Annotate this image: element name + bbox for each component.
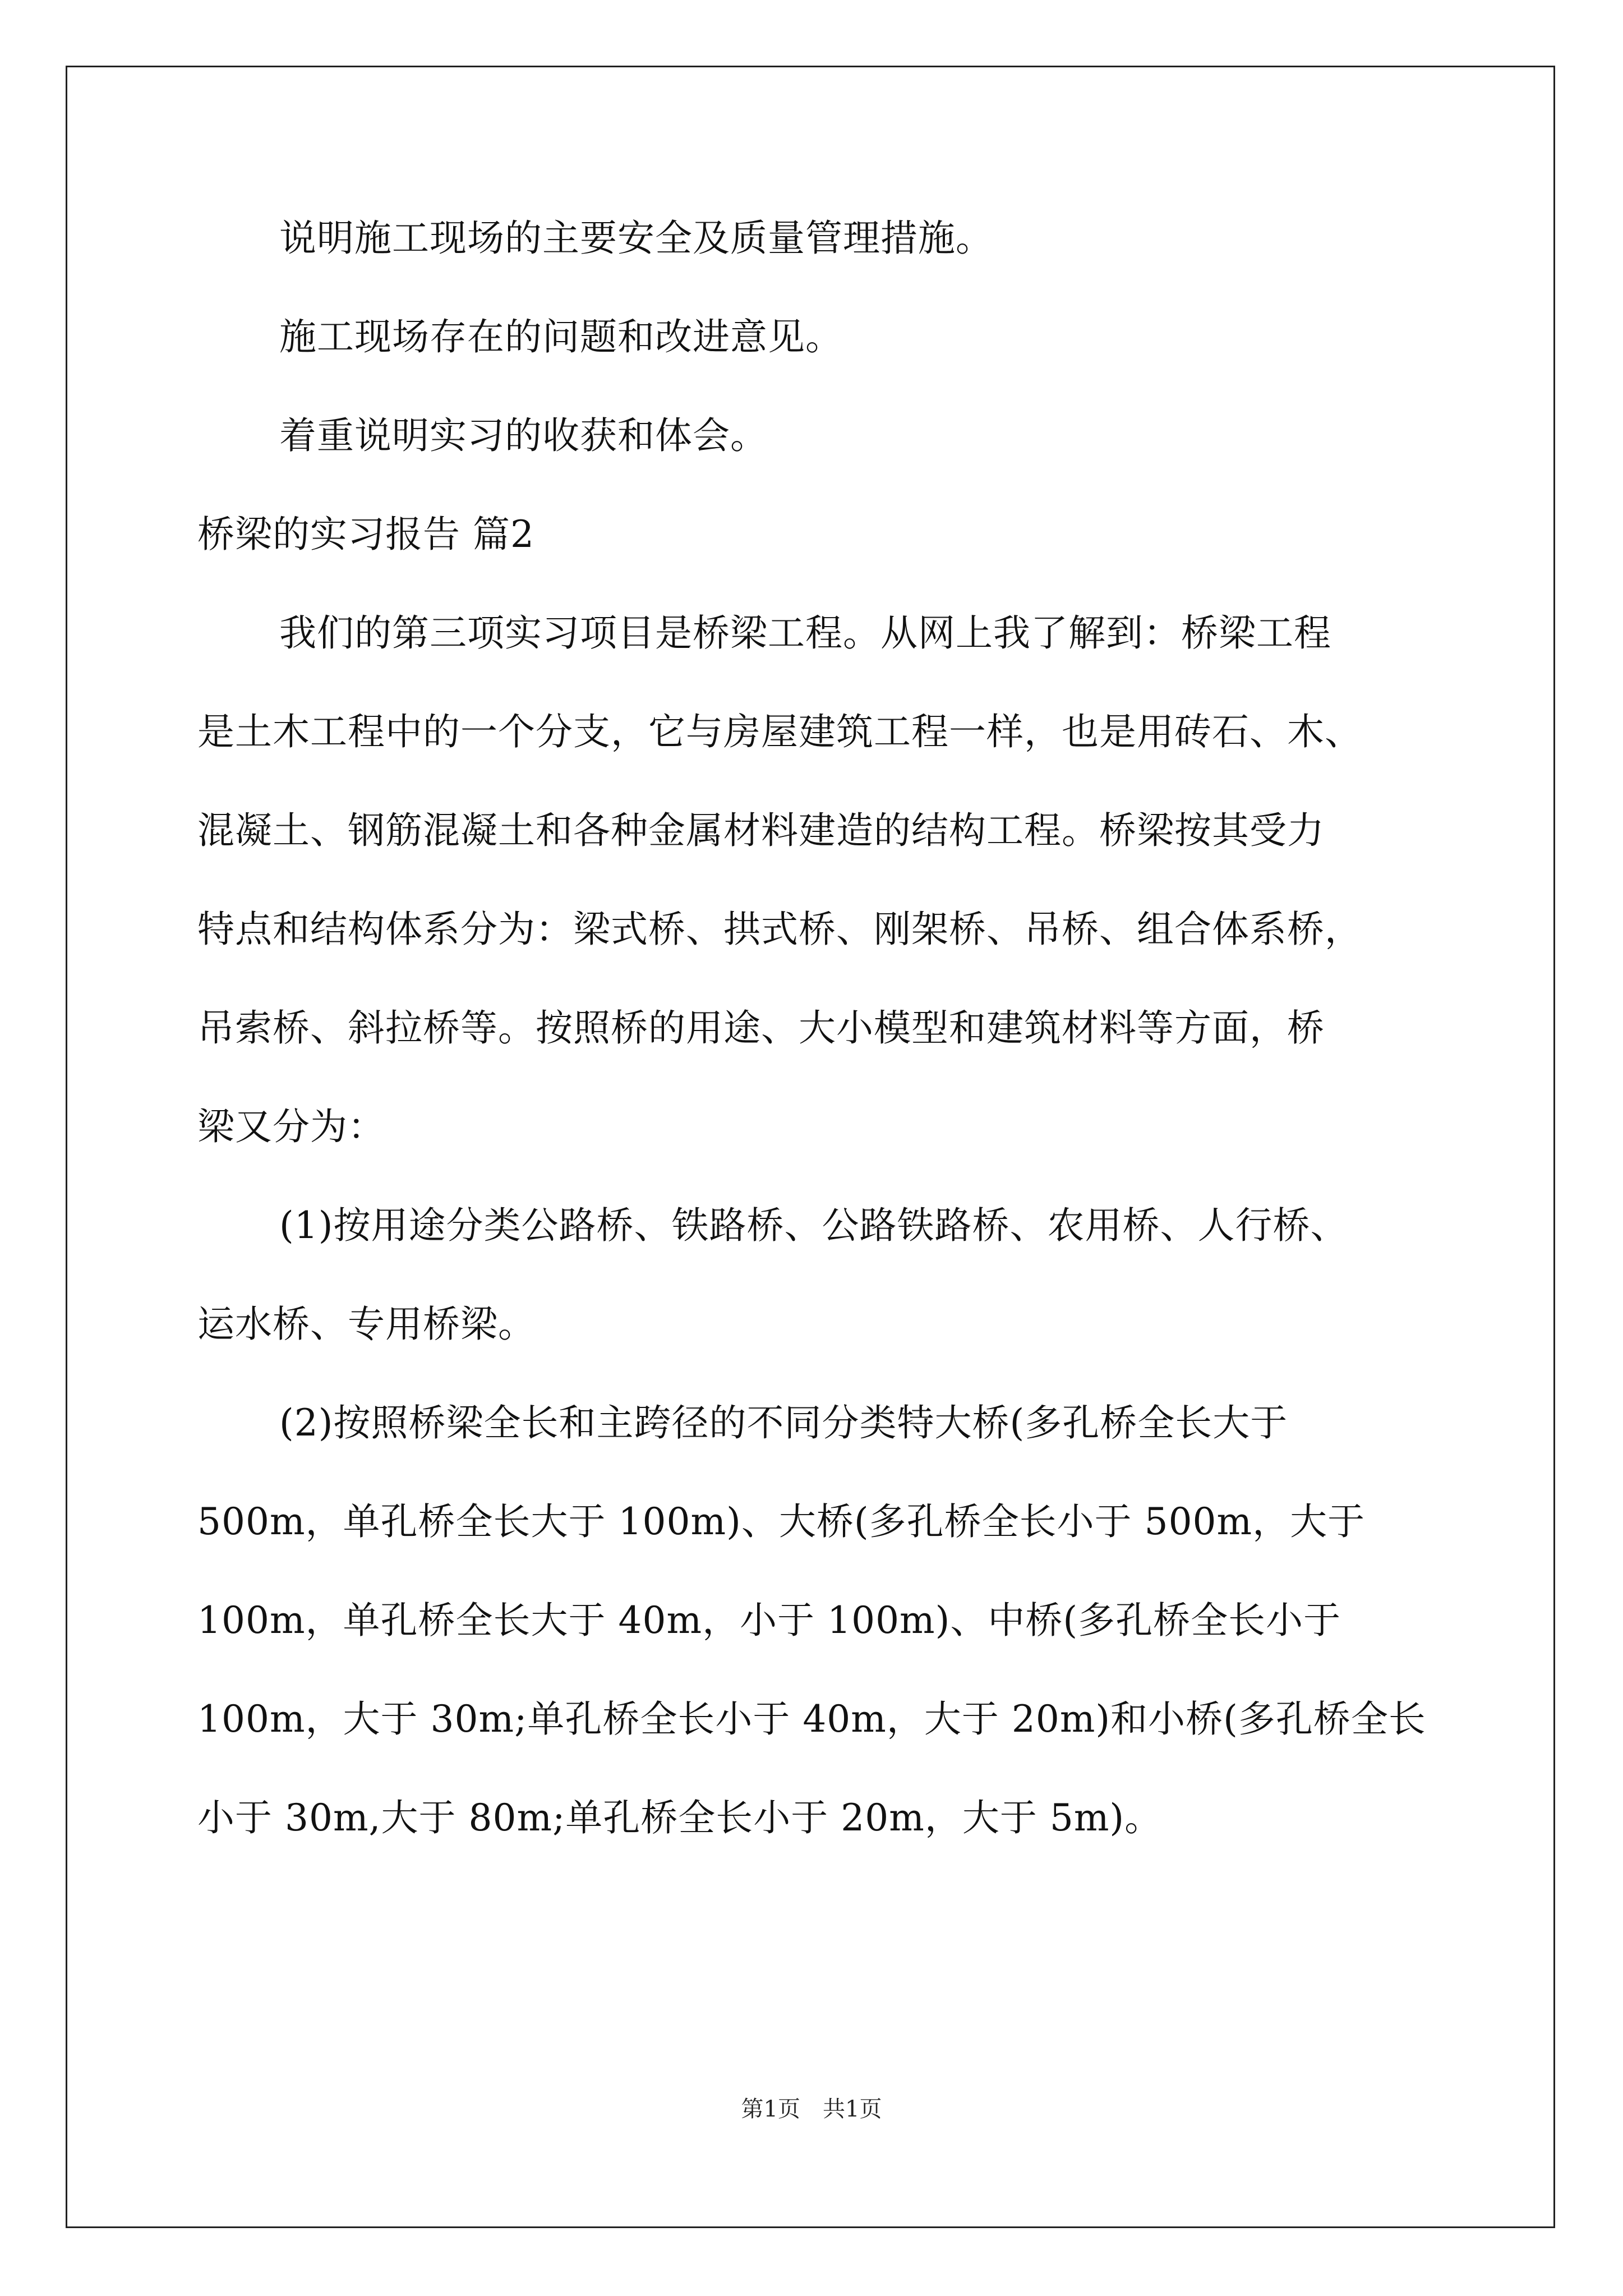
paragraph-line: 运水桥、专用桥梁。	[197, 1303, 536, 1346]
paragraph-line: 100m，单孔桥全长大于 40m，小于 100m)、中桥(多孔桥全长小于	[197, 1599, 1341, 1642]
paragraph-line: 吊索桥、斜拉桥等。按照桥的用途、大小模型和建筑材料等方面，桥	[197, 1006, 1325, 1050]
paragraph-line: 100m，大于 30m;单孔桥全长小于 40m，大于 20m)和小桥(多孔桥全长	[197, 1697, 1426, 1741]
paragraph-line: 施工现场存在的问题和改进意见。	[279, 315, 843, 358]
paragraph-line: 我们的第三项实习项目是桥梁工程。从网上我了解到：桥梁工程	[279, 611, 1331, 655]
paragraph-line: 说明施工现场的主要安全及质量管理措施。	[279, 217, 993, 260]
paragraph-line: 混凝土、钢筋混凝土和各种金属材料建造的结构工程。桥梁按其受力	[197, 809, 1325, 852]
page-footer: 第1页 共1页	[741, 2096, 882, 2122]
paragraph-line: 梁又分为：	[197, 1105, 385, 1148]
paragraph-line: 小于 30m,大于 80m;单孔桥全长小于 20m，大于 5m)。	[197, 1796, 1163, 1839]
section-heading: 桥梁的实习报告 篇2	[197, 513, 534, 556]
paragraph-line: (1)按用途分类公路桥、铁路桥、公路铁路桥、农用桥、人行桥、	[279, 1204, 1348, 1247]
paragraph-line: 500m，单孔桥全长大于 100m)、大桥(多孔桥全长小于 500m，大于	[197, 1500, 1366, 1543]
paragraph-line: 是土木工程中的一个分支，它与房屋建筑工程一样，也是用砖石、木、	[197, 710, 1362, 753]
paragraph-line: 特点和结构体系分为：梁式桥、拱式桥、刚架桥、吊桥、组合体系桥，	[197, 908, 1362, 951]
paragraph-line: (2)按照桥梁全长和主跨径的不同分类特大桥(多孔桥全长大于	[279, 1401, 1288, 1444]
paragraph-line: 着重说明实习的收获和体会。	[279, 414, 768, 457]
